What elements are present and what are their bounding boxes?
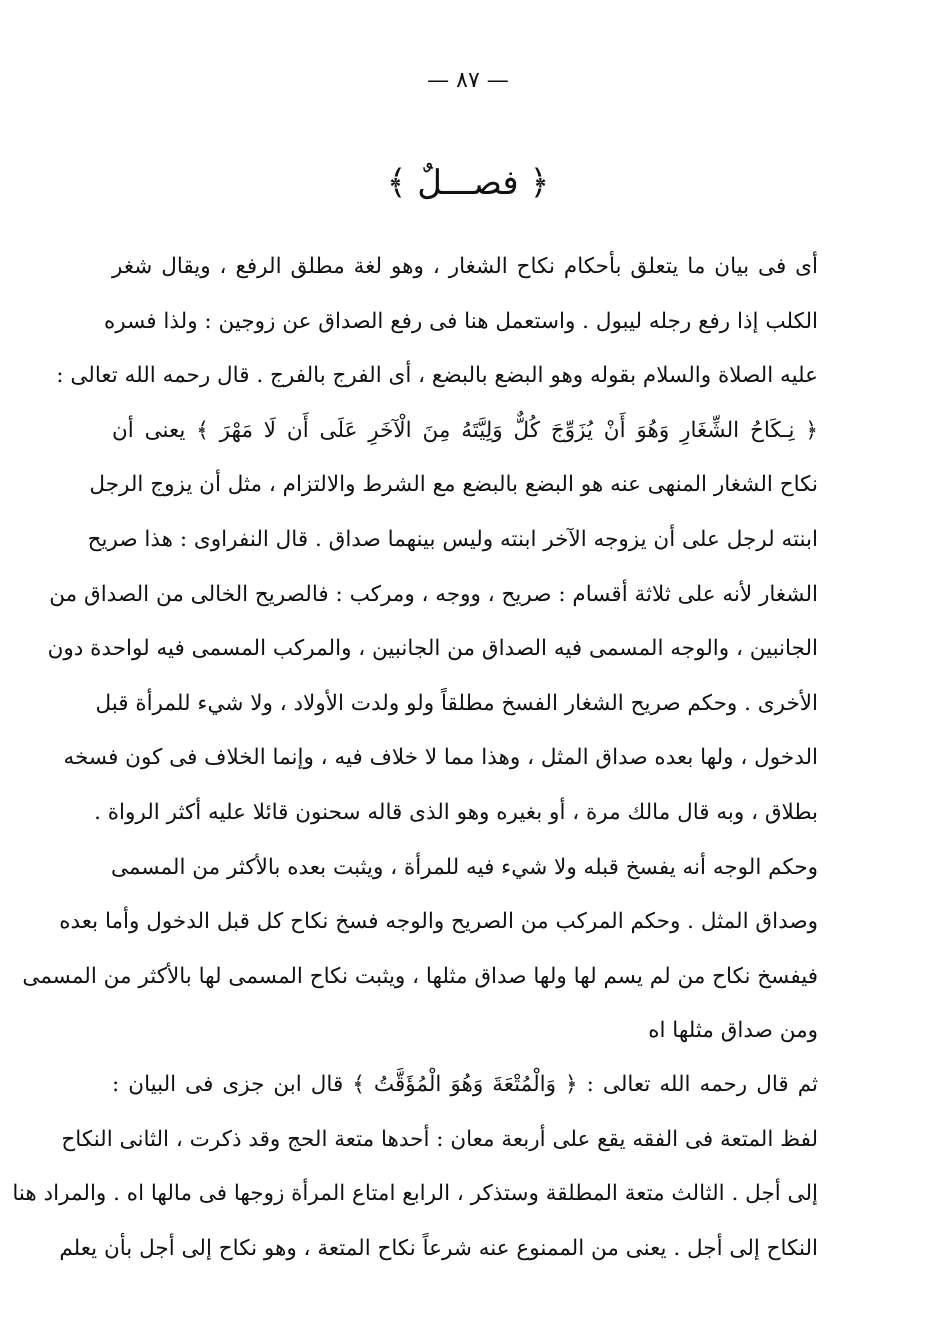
- text-line: ثم قال رحمه الله تعالى : ﴿ وَالْمُتْعَةَ وَهُوَ الْمُؤَقَّتُ ﴾ قال ابن جزى فى البيان :: [112, 1072, 818, 1097]
- paragraph-mutah: [12, 1058, 818, 1276]
- text-line: الأخرى . وحكم صريح الشغار الفسخ مطلقاً ولو ولدت الأولاد ، ولا شيء للمرأة قبل: [95, 690, 818, 716]
- text-line: ابنته لرجل على أن يزوجه الآخر ابنته وليس بينهما صداق . قال النفراوى : هذا صريح: [87, 526, 818, 552]
- text-line: ﴿ نِـكَاحُ الشِّغَارِ وَهُوَ أَنْ يُزَوِّجَ كُلٌّ وَلِيَّتَهُ مِنَ الْآخَرِ عَلَى أَن لَا مَهْرَ ﴾ يعنى أن: [112, 417, 818, 443]
- text-line: لفظ المتعة فى الفقه يقع على أربعة معان : أحدها متعة الحج وقد ذكرت ، الثانى النكاح: [61, 1126, 818, 1152]
- text-line: الجانبين ، والوجه المسمى فيه الصداق من الجانبين ، والمركب المسمى فيه لواحدة دون: [47, 636, 818, 662]
- text-line: إلى أجل . الثالث متعة المطلقة وستذكر ، الرابع امتاع المرأة زوجها فى مالها اه . والمراد هنا: [12, 1181, 818, 1207]
- text-line: أى فى بيان ما يتعلق بأحكام نكاح الشغار ، وهو لغة مطلق الرفع ، ويقال شغر: [112, 254, 818, 279]
- text-line: النكاح إلى أجل . يعنى من الممنوع عنه شرعاً نكاح المتعة ، وهو نكاح إلى أجل بأن يعلم: [59, 1235, 818, 1261]
- text-line: الشغار لأنه على ثلاثة أقسام : صريح ، ووجه ، ومركب : فالصريح الخالى من الصداق من: [49, 581, 818, 607]
- text-line: عليه الصلاة والسلام بقوله وهو البضع بالبضع ، أى الفرج بالفرج . قال رحمه الله تعالى :: [56, 363, 818, 389]
- text-line: نكاح الشغار المنهى عنه هو البضع بالبضع مع الشرط والالتزام ، مثل أن يزوج الرجل: [89, 472, 818, 498]
- page-number: — ٨٧ —: [427, 68, 509, 93]
- text-line: ومن صداق مثلها اه: [648, 1018, 818, 1044]
- paragraph-shighar: [22, 240, 818, 1059]
- text-line: وحكم الوجه أنه يفسخ قبله ولا شيء فيه للمرأة ، ويثبت بعده بالأكثر من المسمى: [110, 854, 818, 880]
- text-line: الدخول ، ولها بعده صداق المثل ، وهذا مما لا خلاف فيه ، وإنما الخلاف فى كون فسخه: [63, 745, 818, 771]
- section-title: ﴿ فصـــلٌ ﴾: [386, 163, 550, 203]
- text-line: الكلب إذا رفع رجله ليبول . واستعمل هنا فى رفع الصداق عن زوجين : ولذا فسره: [103, 308, 818, 334]
- text-line: وصداق المثل . وحكم المركب من الصريح والوجه فسخ نكاح كل قبل الدخول وأما بعده: [59, 909, 818, 935]
- text-line: فيفسخ نكاح من لم يسم لها ولها صداق مثلها ، ويثبت نكاح المسمى لها بالأكثر من المسمى: [22, 963, 818, 989]
- text-line: بطلاق ، وبه قال مالك مرة ، أو بغيره وهو الذى قاله سحنون قائلا عليه أكثر الرواة .: [94, 799, 818, 825]
